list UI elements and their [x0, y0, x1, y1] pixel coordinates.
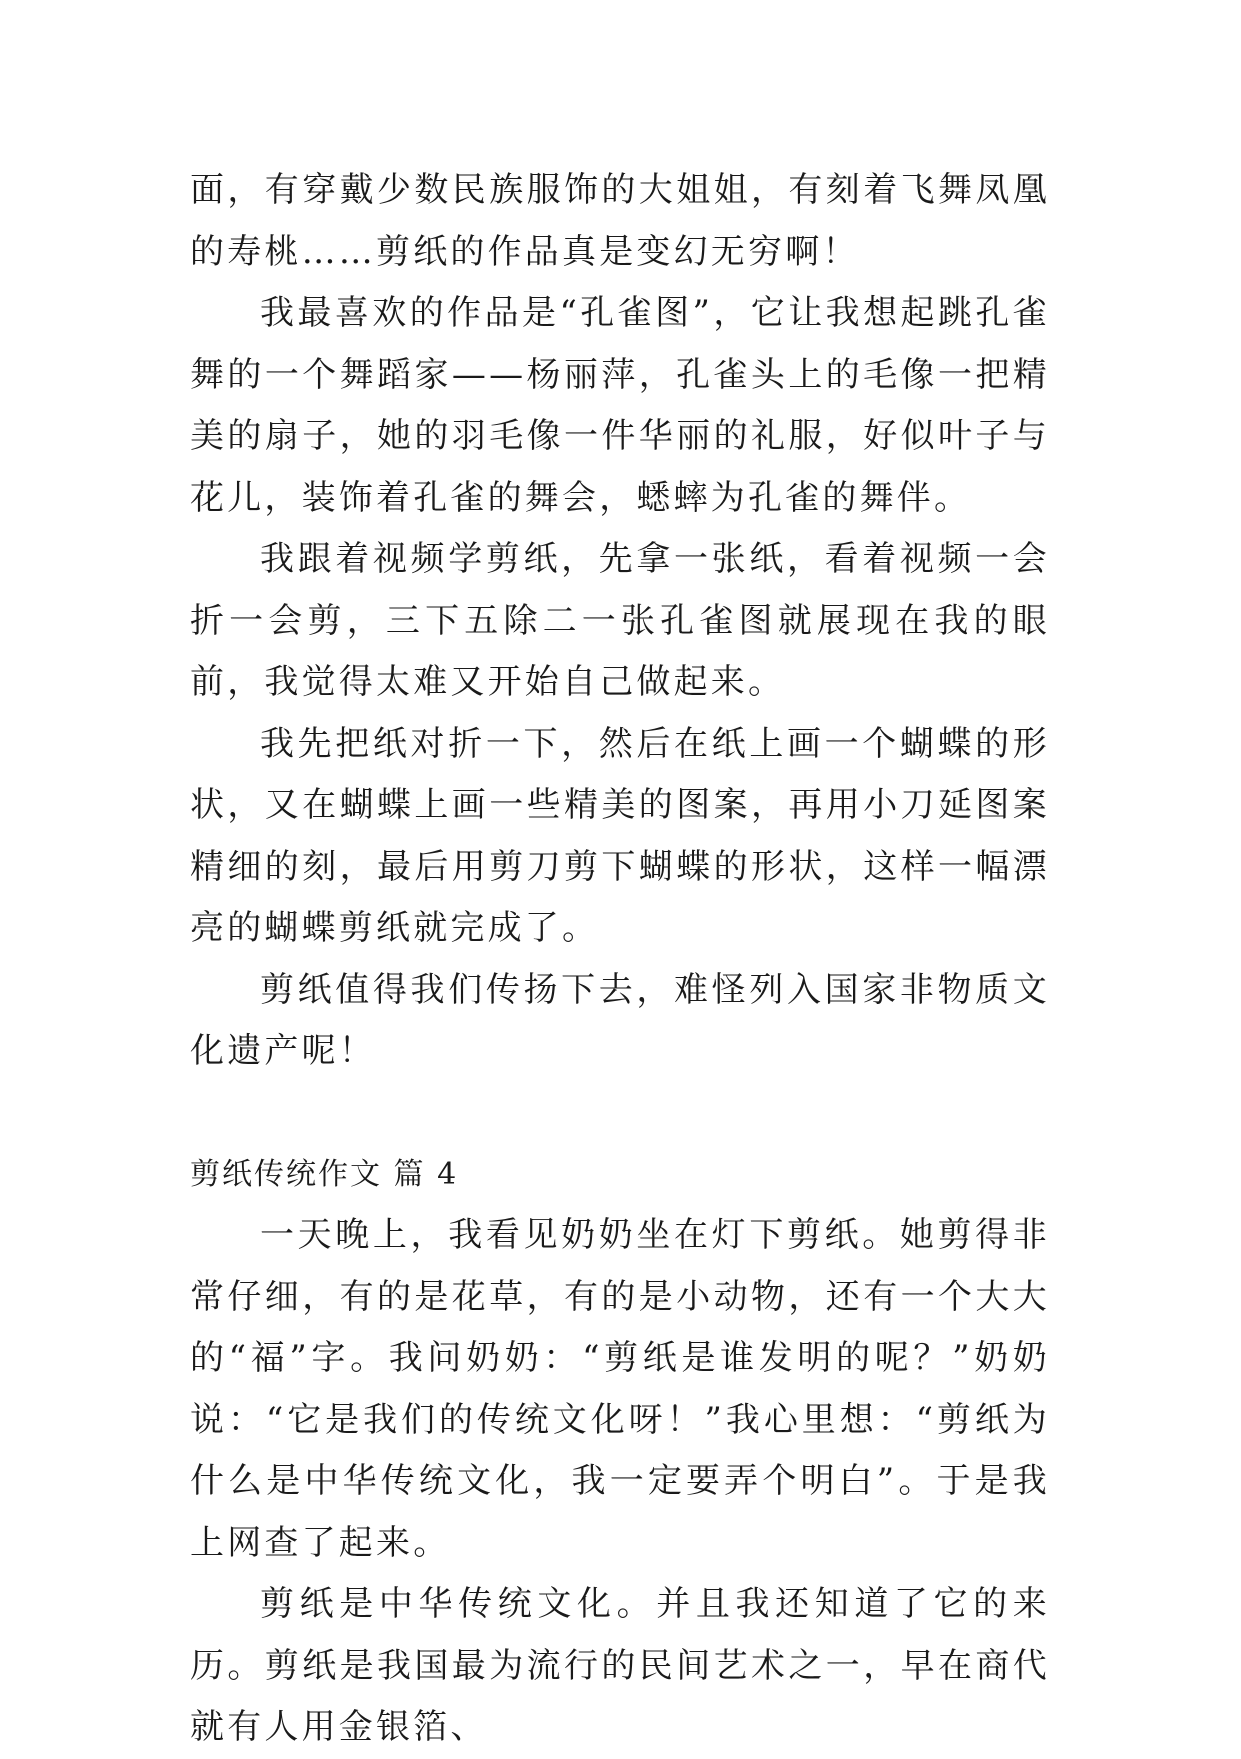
section-heading: 剪纸传统作文 篇 4 — [190, 1156, 459, 1192]
paragraph-conclusion: 剪纸值得我们传扬下去，难怪列入国家非物质文化遗产呢！ — [190, 969, 1050, 1071]
paragraph-grandma-papercut: 一天晚上，我看见奶奶坐在灯下剪纸。她剪得非常仔细，有的是花草，有的是小动物，还有一个大大的“福”字。我问奶奶：“剪纸是谁发明的呢？”奶奶说：“它是我们的传统文化呀！”我心里想：“剪纸为什么是中华传统文化，我一定要弄个明白”。于是我上网查了起来。 — [190, 1215, 1050, 1563]
paragraph-peacock-favorite: 我最喜欢的作品是“孔雀图”，它让我想起跳孔雀舞的一个舞蹈家——杨丽萍，孔雀头上的毛像一把精美的扇子，她的羽毛像一件华丽的礼服，好似叶子与花儿，装饰着孔雀的舞会，蟋蟀为孔雀的舞伴。 — [190, 293, 1050, 518]
document-body — [190, 160, 1050, 1759]
section-spacer — [190, 1083, 1050, 1144]
paragraph-continuation: 面，有穿戴少数民族服饰的大姐姐，有刻着飞舞凤凰的寿桃……剪纸的作品真是变幻无穷啊！ — [190, 170, 1050, 272]
paragraph-butterfly-steps: 我先把纸对折一下，然后在纸上画一个蝴蝶的形状，又在蝴蝶上画一些精美的图案，再用小刀延图案精细的刻，最后用剪刀剪下蝴蝶的形状，这样一幅漂亮的蝴蝶剪纸就完成了。 — [190, 723, 1050, 948]
paragraph-video-learning: 我跟着视频学剪纸，先拿一张纸，看着视频一会折一会剪，三下五除二一张孔雀图就展现在我的眼前，我觉得太难又开始自己做起来。 — [190, 539, 1050, 702]
paragraph-history: 剪纸是中华传统文化。并且我还知道了它的来历。剪纸是我国最为流行的民间艺术之一，早在商代就有人用金银箔、 — [190, 1584, 1050, 1747]
